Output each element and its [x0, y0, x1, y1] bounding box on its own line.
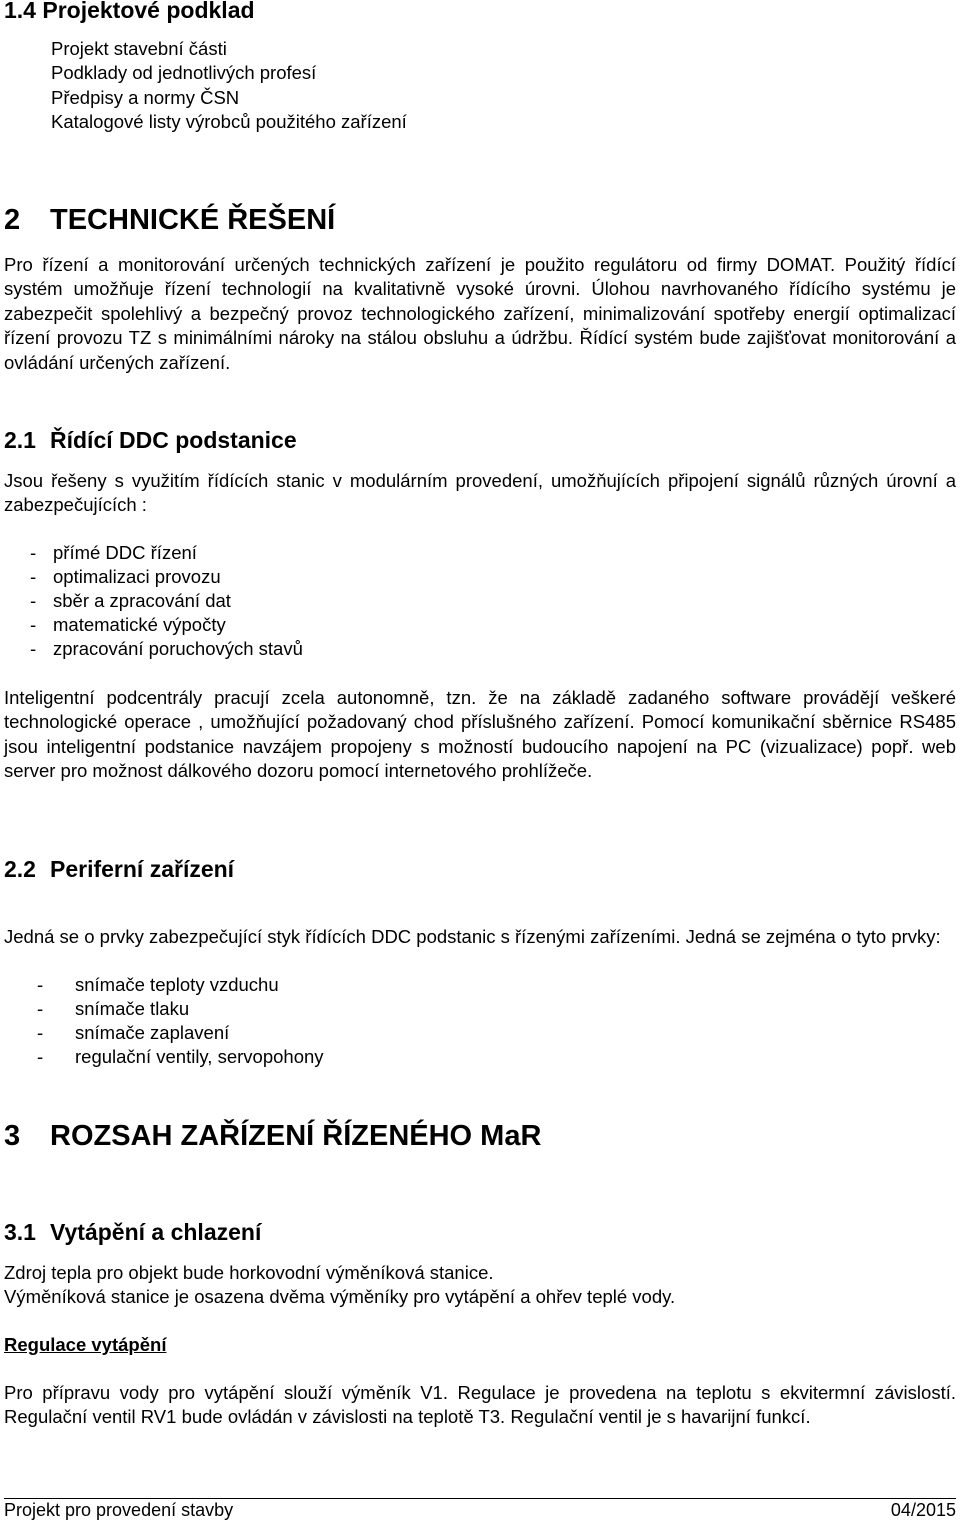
list-item: snímače tlaku: [75, 998, 190, 1019]
section-2-2-heading: [4, 856, 234, 883]
list-dash: -: [30, 566, 37, 587]
section-2-heading: [4, 204, 335, 237]
list-item: sběr a zpracování dat: [53, 590, 231, 611]
section-3-heading: [4, 1120, 541, 1153]
list-item: Předpisy a normy ČSN: [51, 87, 240, 108]
list-dash: -: [30, 590, 37, 611]
heating-regulation-subheading: Regulace vytápění: [4, 1334, 167, 1355]
footer-project-label: Projekt pro provedení stavby: [4, 1500, 234, 1520]
section-number: 3.1: [4, 1219, 36, 1245]
list-dash: -: [30, 614, 37, 635]
list-dash: -: [37, 1022, 44, 1043]
list-item: Projekt stavební části: [51, 38, 227, 59]
section-2-2-intro: Jedná se o prvky zabezpečující styk řídících DDC podstanic s řízenými zařízeními. Jedná se zejména o tyto prvky:: [4, 926, 941, 947]
exchanger-line: Výměníková stanice je osazena dvěma výměníky pro vytápění a ohřev teplé vody.: [4, 1286, 676, 1307]
footer-date: 04/2015: [890, 1500, 956, 1520]
section-title: TECHNICKÉ ŘEŠENÍ: [50, 204, 336, 236]
section-2-1-paragraph: Inteligentní podcentrály pracují zcela autonomně, tzn. že na základě zadaného software provádějí veškeré technologické operace , umožňující požadovaný chod příslušného zařízení. Pomocí komunikační sběrnice RS485 jsou inteligentní podstanice navzájem propojeny s možností budoucího napojení na PC (vizualizace) popř. web server pro možnost dálkového dozoru pomocí internetového prohlížeče.: [4, 687, 956, 782]
list-dash: -: [37, 974, 44, 995]
section-number: 3: [4, 1120, 21, 1152]
section-title: ROZSAH ZAŘÍZENÍ ŘÍZENÉHO MaR: [50, 1120, 542, 1152]
section-2-paragraph: Pro řízení a monitorování určených technických zařízení je použito regulátoru od firmy DOMAT. Použitý řídící systém umožňuje řízení technologií na kvalitativně vysoké úrovni. Úlohou navrhovaného řídícího systému je zabezpečit spolehlivý a bezpečný provoz technologického zařízení, minimalizování spotřeby energií optimalizací řízení provozu TZ s minimálními nároky na stálou obsluhu a údržbu. Řídící systém bude zajišťovat monitorování a ovládání určených zařízení.: [4, 254, 956, 373]
list-item: Podklady od jednotlivých profesí: [51, 62, 317, 83]
section-number: 2.2: [4, 856, 36, 882]
list-item: regulační ventily, servopohony: [75, 1046, 324, 1067]
list-dash: -: [30, 638, 37, 659]
section-2-1-heading: [4, 427, 297, 454]
list-dash: -: [37, 1046, 44, 1067]
section-number: 2: [4, 204, 21, 236]
section-3-1-heading: [4, 1219, 261, 1246]
heating-regulation-paragraph: Pro přípravu vody pro vytápění slouží výměník V1. Regulace je provedena na teplotu s ekvitermní závislostí. Regulační ventil RV1 bude ovládán v závislosti na teplotě T3. Regulační ventil je s havarijní funkcí.: [4, 1382, 956, 1428]
section-title: Periferní zařízení: [50, 856, 235, 882]
list-dash: -: [30, 542, 37, 563]
list-item: Katalogové listy výrobců použitého zařízení: [51, 111, 407, 132]
list-item: přímé DDC řízení: [53, 542, 197, 563]
list-item: matematické výpočty: [53, 614, 226, 635]
list-item: snímače teploty vzduchu: [75, 974, 279, 995]
heat-source-line: Zdroj tepla pro objekt bude horkovodní výměníková stanice.: [4, 1262, 494, 1283]
section-title: Vytápění a chlazení: [50, 1219, 262, 1245]
section-number: 2.1: [4, 427, 36, 453]
section-2-1-intro: Jsou řešeny s využitím řídících stanic v modulárním provedení, umožňujících připojení signálů různých úrovní a zabezpečujících :: [4, 470, 956, 516]
list-dash: -: [37, 998, 44, 1019]
list-item: optimalizaci provozu: [53, 566, 221, 587]
section-title: Řídící DDC podstanice: [50, 427, 297, 453]
list-item: snímače zaplavení: [75, 1022, 230, 1043]
list-item: zpracování poruchových stavů: [53, 638, 303, 659]
section-1-4-heading: 1.4 Projektové podklad: [4, 0, 255, 23]
